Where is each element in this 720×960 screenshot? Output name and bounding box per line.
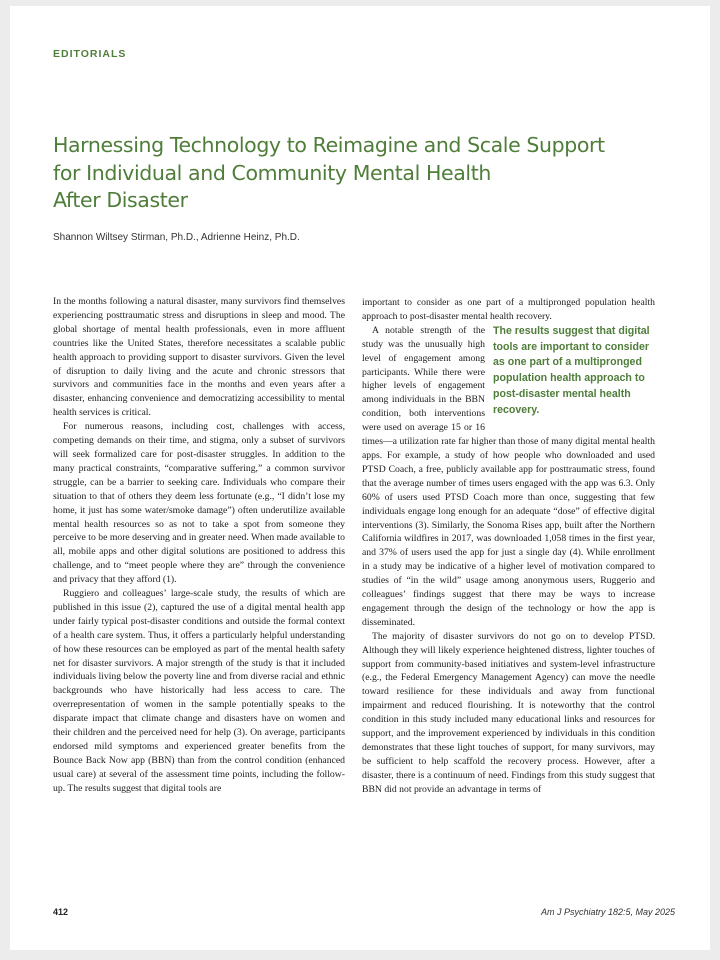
left-text-column <box>53 295 345 796</box>
title-line: After Disaster <box>53 188 188 212</box>
body-paragraph: In the months following a natural disaster, many survivors find themselves experiencing posttraumatic stress and disruptions in sleep and mood. The global shortage of mental health professionals, even in more affluent countries like the United States, therefore necessitates a scalable public health approach to providing support to disaster survivors. Given the level of disruption to daily living and the acute and chronic stressors that survivors and communities face in the months and even years after a disaster, enhancing convenience and democratizing accessibility to mental health services is critical. <box>53 296 345 419</box>
body-paragraph-continued: important to consider as one part of a multipronged population health approach to post-disaster mental health recovery. <box>362 297 655 322</box>
author-list: Shannon Wiltsey Stirman, Ph.D., Adrienne Heinz, Ph.D. <box>53 232 300 243</box>
journal-citation: Am J Psychiatry 182:5, May 2025 <box>540 907 675 917</box>
right-text-column <box>362 296 655 797</box>
title-line: Harnessing Technology to Reimagine and Scale Support <box>53 133 605 157</box>
paragraph-text: A notable strength of the study was the unusually high level of engagement among participants. While there were higher levels of engagement among individuals in the BBN condition, both interventions were used on average 15 or 16 times—a utilization rate far higher than those of many digital mental health apps. For example, a study of how people who downloaded and used PTSD Coach, a free, publicly available app for posttraumatic stress, found that the average number of times users engaged with the app was 6.3. Only 60% of users used PTSD Coach more than once, suggesting that few individuals engage long enough for an adequate “dose” of effective digital interventions (3). Similarly, the Sonoma Rises app, built after the Northern California wildfires in 2017, was downloaded 1,058 times in the first year, and 37% of users used the app for just a single day (4). While enrollment in a study may be indicative of a higher level of motivation compared to studies of “in the wild” usage among anonymous users, Ruggerio and colleagues’ findings suggest that there may be ways to increase engagement through the design of the technology or how the app is disseminated. <box>362 324 655 628</box>
body-paragraph: The majority of disaster survivors do not go on to develop PTSD. Although they will likely experience heightened distress, lighter touches of support from community-based initiatives and system-level infrastructure (e.g., the Federal Emergency Management Agency) can move the needle toward resilience for these individuals and away from functional impairment and reduced flourishing. It is noteworthy that the control condition in this study included many educational links and resources for support, and the improvement experienced by individuals in this condition demonstrates that these light touches of support, for many survivors, may be sufficient to help scaffold the recovery process. However, after a disaster, there is a continuum of need. Findings from this study suggest that BBN did not provide an advantage in terms of <box>362 630 655 795</box>
section-label: EDITORIALS <box>53 48 127 60</box>
title-line: for Individual and Community Mental Health <box>53 160 491 185</box>
body-paragraph <box>362 324 655 630</box>
body-paragraph: Ruggiero and colleagues’ large-scale study, the results of which are published in this issue (2), captured the use of a digital mental health app under fairly typical post-disaster conditions and outside the formal context of a health care system. Thus, it offers a particularly helpful understanding of how these resources can be employed as part of the mental health safety net for disaster survivors. A major strength of the study is that it included individuals living below the poverty line and from diverse racial and ethnic backgrounds who have historically had less access to care. The overrepresentation of women in the sample potentially speaks to the disparate impact that climate change and disasters have on women and their children and the perceived need for help (3). On average, participants endorsed mild symptoms and experienced greater benefits from the Bounce Back Now app (BBN) than from the control condition (enhanced usual care) at several of the assessment time points, including the follow-up. The results suggest that digital tools are <box>53 588 345 794</box>
pullquote: The results suggest that digital tools are important to consider as one part of a multipronged population health approach to post-disaster mental health recovery. <box>493 324 650 416</box>
page-number: 412 <box>53 907 69 917</box>
body-paragraph: For numerous reasons, including cost, challenges with access, competing demands on their time, and stigma, only a subset of survivors will seek formalized care for post-disaster struggles. In addition to the many practical constraints, “comparative suffering,” a common survivor struggle, can be a barrier to seeking care. Individuals who compare their situation to that of others they deem less fortunate (e.g., “I didn’t lose my home, it just has some water/smoke damage”) often underutilize available mental health resources so as not to take a spot from someone they perceive to be more deserving and in greater need. When made available to all, mobile apps and other digital solutions are positioned to address this challenge, and to “meet people where they are” through the convenience and privacy that they afford (1). <box>53 421 345 586</box>
article-title <box>53 132 663 215</box>
